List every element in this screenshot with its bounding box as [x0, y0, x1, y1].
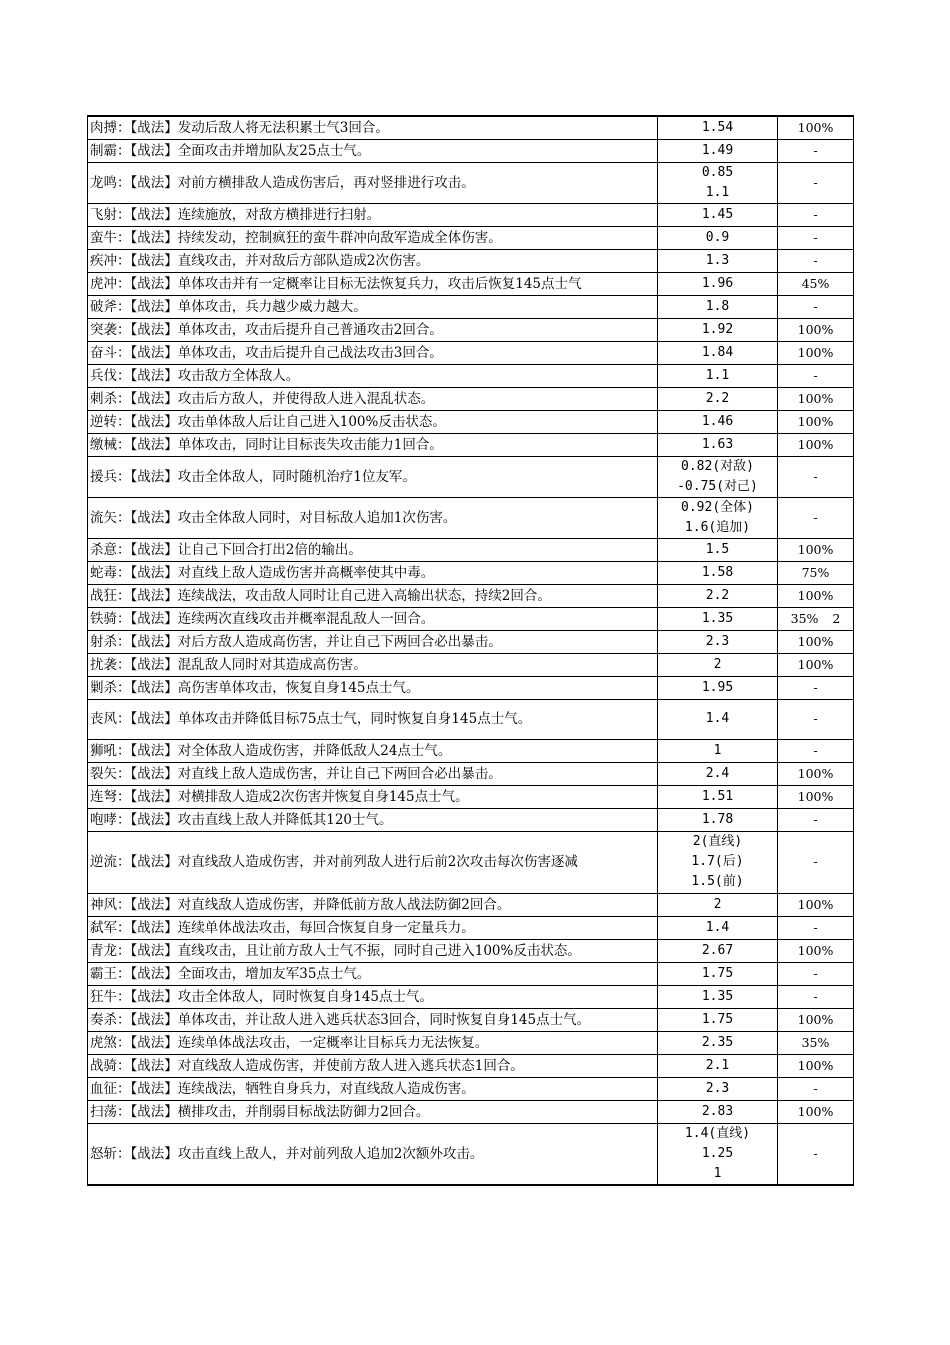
skill-description-cell[interactable]: 连弩：【战法】对横排敌人造成2次伤害并恢复自身145点士气。: [88, 785, 658, 808]
trigger-rate-value: -: [813, 468, 818, 484]
table-row[interactable]: [88, 226, 854, 249]
multiplier-cell[interactable]: [658, 893, 778, 916]
trigger-rate-value: -: [813, 174, 818, 190]
trigger-rate-value: 100%: [797, 896, 834, 912]
trigger-rate-cell[interactable]: [778, 584, 854, 607]
multiplier-value: 1: [713, 742, 722, 758]
trigger-rate-value: -: [813, 298, 818, 314]
trigger-rate-cell[interactable]: [778, 456, 854, 497]
trigger-rate-value: 100%: [797, 942, 834, 958]
table-row[interactable]: [88, 139, 854, 162]
skill-description-cell[interactable]: 扰袭：【战法】混乱敌人同时对其造成高伤害。: [88, 653, 658, 676]
trigger-rate-cell[interactable]: [778, 676, 854, 699]
trigger-rate-value: -: [813, 919, 818, 935]
trigger-rate-value: 35%: [790, 610, 819, 626]
trigger-rate-value: -: [813, 252, 818, 268]
trigger-rate-value: -: [813, 854, 818, 869]
skill-description-cell[interactable]: 神风：【战法】对直线敌人造成伤害，并降低前方敌人战法防御2回合。: [88, 893, 658, 916]
multiplier-cell[interactable]: [658, 139, 778, 162]
trigger-rate-cell[interactable]: [778, 916, 854, 939]
multiplier-value: 1.5: [705, 541, 730, 557]
multiplier-value: 1.96: [701, 275, 734, 291]
trigger-rate-value: 100%: [797, 321, 834, 337]
multiplier-cell[interactable]: [658, 916, 778, 939]
table-row[interactable]: [88, 699, 854, 739]
multiplier-value: 1.92: [701, 321, 734, 337]
skill-description-cell[interactable]: 破斧：【战法】单体攻击，兵力越少威力越大。: [88, 295, 658, 318]
table-row[interactable]: [88, 341, 854, 364]
trigger-rate-cell[interactable]: [778, 387, 854, 410]
trigger-rate-cell[interactable]: [778, 699, 854, 739]
multiplier-value: 1.6(追加): [684, 519, 751, 535]
skill-description-cell[interactable]: 狮吼：【战法】对全体敌人造成伤害，并降低敌人24点士气。: [88, 739, 658, 762]
trigger-rate-cell[interactable]: [778, 295, 854, 318]
multiplier-cell[interactable]: [658, 653, 778, 676]
table-row[interactable]: [88, 584, 854, 607]
skill-description-cell[interactable]: 青龙：【战法】直线攻击，且让前方敌人士气不振，同时自己进入100%反击状态。: [88, 939, 658, 962]
multiplier-cell[interactable]: [658, 433, 778, 456]
trigger-rate-cell[interactable]: [778, 364, 854, 387]
multiplier-cell[interactable]: [658, 762, 778, 785]
trigger-rate-value: 100%: [797, 119, 834, 135]
table-row[interactable]: [88, 1031, 854, 1054]
multiplier-value: 1.5(前): [691, 874, 744, 889]
skill-description-cell[interactable]: 弑军：【战法】连续单体战法攻击，每回合恢复自身一定量兵力。: [88, 916, 658, 939]
multiplier-value: 1.75: [701, 1011, 734, 1027]
multiplier-cell[interactable]: [658, 410, 778, 433]
skill-description-cell[interactable]: 刺杀：【战法】攻击后方敌人，并使得敌人进入混乱状态。: [88, 387, 658, 410]
multiplier-cell[interactable]: [658, 272, 778, 295]
table-row[interactable]: [88, 607, 854, 630]
table-row[interactable]: [88, 916, 854, 939]
trigger-rate-value: -: [813, 742, 818, 758]
trigger-rate-value: -: [813, 811, 818, 827]
trigger-rate-value: 100%: [797, 344, 834, 360]
multiplier-cell[interactable]: [658, 607, 778, 630]
trigger-rate-cell[interactable]: [778, 607, 854, 630]
trigger-rate-value: 75%: [801, 564, 830, 580]
multiplier-cell[interactable]: [658, 1008, 778, 1031]
trigger-rate-value: 100%: [797, 656, 834, 672]
skill-description-cell[interactable]: 缴械：【战法】单体攻击，同时让目标丧失攻击能力1回合。: [88, 433, 658, 456]
multiplier-value: 1.4(直线): [684, 1125, 751, 1141]
multiplier-cell[interactable]: [658, 831, 778, 893]
trigger-rate-value: 45%: [801, 275, 830, 291]
multiplier-cell[interactable]: [658, 249, 778, 272]
table-row[interactable]: [88, 456, 854, 497]
skill-description-cell[interactable]: 逆转：【战法】攻击单体敌人后让自己进入100%反击状态。: [88, 410, 658, 433]
table-row[interactable]: [88, 785, 854, 808]
skill-description-cell[interactable]: 兵伐：【战法】攻击敌方全体敌人。: [88, 364, 658, 387]
trigger-rate-cell[interactable]: [778, 226, 854, 249]
trigger-rate-cell[interactable]: [778, 1100, 854, 1123]
table-row[interactable]: [88, 203, 854, 226]
trigger-rate-cell[interactable]: [778, 808, 854, 831]
table-row[interactable]: [88, 762, 854, 785]
skill-description-cell[interactable]: 飞射：【战法】连续施放，对敌方横排进行扫射。: [88, 203, 658, 226]
skills-table-body: [88, 116, 854, 1185]
table-row[interactable]: [88, 831, 854, 893]
trigger-rate-cell[interactable]: [778, 162, 854, 203]
multiplier-cell[interactable]: [658, 387, 778, 410]
trigger-rate-cell[interactable]: [778, 1031, 854, 1054]
multiplier-cell[interactable]: [658, 497, 778, 538]
trigger-rate-value: 100%: [797, 765, 834, 781]
trigger-rate-value: -: [813, 367, 818, 383]
trigger-rate-cell[interactable]: [778, 985, 854, 1008]
table-row[interactable]: [88, 538, 854, 561]
trigger-rate-cell[interactable]: [778, 341, 854, 364]
multiplier-cell[interactable]: [658, 561, 778, 584]
multiplier-cell[interactable]: [658, 116, 778, 139]
multiplier-cell[interactable]: [658, 341, 778, 364]
skill-description-cell[interactable]: 战狂：【战法】连续战法，攻击敌人同时让自己进入高输出状态，持续2回合。: [88, 584, 658, 607]
table-row[interactable]: [88, 318, 854, 341]
table-row[interactable]: [88, 985, 854, 1008]
trigger-rate-value: 100%: [797, 413, 834, 429]
skill-description-cell[interactable]: 狂牛：【战法】攻击全体敌人，同时恢复自身145点士气。: [88, 985, 658, 1008]
multiplier-cell[interactable]: [658, 318, 778, 341]
skill-description-cell[interactable]: 杀意：【战法】让自己下回合打出2倍的输出。: [88, 538, 658, 561]
trigger-rate-cell[interactable]: [778, 249, 854, 272]
table-row[interactable]: [88, 1054, 854, 1077]
skill-description-cell[interactable]: 龙鸣：【战法】对前方横排敌人造成伤害后，再对竖排进行攻击。: [88, 162, 658, 203]
multiplier-value: 1.35: [701, 988, 734, 1004]
trigger-rate-value: -: [813, 988, 818, 1004]
multiplier-value: 1: [713, 1165, 722, 1181]
multiplier-value: 0.92(全体): [681, 499, 754, 515]
trigger-rate-cell[interactable]: [778, 762, 854, 785]
multiplier-cell[interactable]: [658, 808, 778, 831]
trigger-rate-value: 100%: [797, 390, 834, 406]
trigger-rate-value: 100%: [797, 633, 834, 649]
skill-description-cell[interactable]: 制霸：【战法】全面攻击并增加队友25点士气。: [88, 139, 658, 162]
multiplier-value: 1.25: [701, 1145, 734, 1161]
skill-description-cell[interactable]: 怒斩：【战法】攻击直线上敌人，并对前列敌人追加2次额外攻击。: [88, 1123, 658, 1185]
multiplier-value: 0.82(对敌): [681, 458, 754, 474]
multiplier-value: 1.75: [701, 965, 734, 981]
skills-table: [87, 115, 854, 1186]
skill-description-cell[interactable]: 奏杀：【战法】单体攻击，并让敌人进入逃兵状态3回合，同时恢复自身145点士气。: [88, 1008, 658, 1031]
skill-description-cell[interactable]: 虎冲：【战法】单体攻击并有一定概率让目标无法恢复兵力，攻击后恢复145点士气: [88, 272, 658, 295]
table-row[interactable]: [88, 116, 854, 139]
table-row[interactable]: [88, 1100, 854, 1123]
skill-description-cell[interactable]: 突袭：【战法】单体攻击，攻击后提升自己普通攻击2回合。: [88, 318, 658, 341]
multiplier-value: 2.2: [705, 587, 730, 603]
multiplier-cell[interactable]: [658, 538, 778, 561]
trigger-rate-cell[interactable]: [778, 893, 854, 916]
skill-description-cell[interactable]: 蛇毒：【战法】对直线上敌人造成伤害并高概率使其中毒。: [88, 561, 658, 584]
trigger-rate-cell[interactable]: [778, 939, 854, 962]
table-row[interactable]: [88, 249, 854, 272]
skill-description-cell[interactable]: 肉搏：【战法】发动后敌人将无法积累士气3回合。: [88, 116, 658, 139]
multiplier-value: 1.4: [705, 919, 730, 935]
multiplier-value: 1.63: [701, 436, 734, 452]
multiplier-value: 1.8: [705, 298, 730, 314]
multiplier-value: 1.95: [701, 679, 734, 695]
table-row[interactable]: [88, 1123, 854, 1185]
multiplier-cell[interactable]: [658, 739, 778, 762]
trigger-rate-cell[interactable]: [778, 1123, 854, 1185]
trigger-rate-cell[interactable]: [778, 1054, 854, 1077]
multiplier-value: 1.1: [705, 184, 730, 200]
table-row[interactable]: [88, 364, 854, 387]
trigger-rate-cell[interactable]: [778, 1077, 854, 1100]
trigger-rate-value: 100%: [797, 1057, 834, 1073]
table-row[interactable]: [88, 295, 854, 318]
table-row[interactable]: [88, 893, 854, 916]
trigger-rate-cell[interactable]: [778, 139, 854, 162]
multiplier-value: 2.1: [705, 1057, 730, 1073]
multiplier-value: 2.35: [701, 1034, 734, 1050]
multiplier-cell[interactable]: [658, 630, 778, 653]
multiplier-value: -0.75(对己): [677, 478, 758, 494]
skills-table-sheet: [87, 115, 854, 1186]
table-row[interactable]: [88, 676, 854, 699]
table-row[interactable]: [88, 962, 854, 985]
trigger-rate-extra: 2: [832, 610, 841, 626]
skill-description-cell[interactable]: 霸王：【战法】全面攻击，增加友军35点士气。: [88, 962, 658, 985]
trigger-rate-cell[interactable]: [778, 538, 854, 561]
skill-description-cell[interactable]: 逆流：【战法】对直线敌人造成伤害，并对前列敌人进行后前2次攻击每次伤害逐减: [88, 831, 658, 893]
multiplier-value: 0.9: [705, 229, 730, 245]
multiplier-value: 2: [713, 896, 722, 912]
trigger-rate-value: 100%: [797, 1011, 834, 1027]
trigger-rate-value: 35%: [801, 1034, 830, 1050]
trigger-rate-value: -: [813, 1080, 818, 1096]
trigger-rate-cell[interactable]: [778, 653, 854, 676]
table-row[interactable]: [88, 561, 854, 584]
skill-description-cell[interactable]: 流矢：【战法】攻击全体敌人同时，对目标敌人追加1次伤害。: [88, 497, 658, 538]
multiplier-cell[interactable]: [658, 785, 778, 808]
multiplier-value: 1.3: [705, 252, 730, 268]
multiplier-value: 1.1: [705, 367, 730, 383]
trigger-rate-cell[interactable]: [778, 1008, 854, 1031]
trigger-rate-cell[interactable]: [778, 561, 854, 584]
trigger-rate-cell[interactable]: [778, 272, 854, 295]
multiplier-value: 1.78: [701, 811, 734, 827]
multiplier-value: 0.85: [701, 164, 734, 180]
multiplier-cell[interactable]: [658, 226, 778, 249]
trigger-rate-value: -: [813, 142, 818, 158]
multiplier-value: 2.4: [705, 765, 730, 781]
skill-description-cell[interactable]: 蛮牛：【战法】持续发动，控制疯狂的蛮牛群冲向敌军造成全体伤害。: [88, 226, 658, 249]
multiplier-value: 2: [713, 656, 722, 672]
skill-description-cell[interactable]: 援兵：【战法】攻击全体敌人，同时随机治疗1位友军。: [88, 456, 658, 497]
skill-description-cell[interactable]: 疾冲：【战法】直线攻击，并对敌后方部队造成2次伤害。: [88, 249, 658, 272]
multiplier-value: 1.45: [701, 206, 734, 222]
table-row[interactable]: [88, 939, 854, 962]
multiplier-value: 2(直线): [692, 834, 743, 849]
table-row[interactable]: [88, 433, 854, 456]
trigger-rate-value: -: [813, 1145, 818, 1161]
table-row[interactable]: [88, 808, 854, 831]
multiplier-cell[interactable]: [658, 584, 778, 607]
multiplier-cell[interactable]: [658, 295, 778, 318]
multiplier-value: 1.7(后): [691, 854, 744, 869]
multiplier-cell[interactable]: [658, 203, 778, 226]
multiplier-cell[interactable]: [658, 939, 778, 962]
trigger-rate-value: -: [813, 965, 818, 981]
table-row[interactable]: [88, 272, 854, 295]
multiplier-value: 1.84: [701, 344, 734, 360]
multiplier-value: 1.35: [701, 610, 734, 626]
multiplier-cell[interactable]: [658, 1054, 778, 1077]
multiplier-cell[interactable]: [658, 456, 778, 497]
multiplier-value: 1.54: [701, 119, 734, 135]
trigger-rate-cell[interactable]: [778, 433, 854, 456]
skill-description-cell[interactable]: 丧风：【战法】单体攻击并降低目标75点士气，同时恢复自身145点士气。: [88, 699, 658, 739]
multiplier-cell[interactable]: [658, 1100, 778, 1123]
table-row[interactable]: [88, 1077, 854, 1100]
skill-description-cell[interactable]: 射杀：【战法】对后方敌人造成高伤害，并让自己下两回合必出暴击。: [88, 630, 658, 653]
trigger-rate-cell[interactable]: [778, 116, 854, 139]
multiplier-cell[interactable]: [658, 985, 778, 1008]
multiplier-value: 1.58: [701, 564, 734, 580]
trigger-rate-value: -: [813, 679, 818, 695]
multiplier-cell[interactable]: [658, 1077, 778, 1100]
trigger-rate-value: 100%: [797, 587, 834, 603]
multiplier-cell[interactable]: [658, 676, 778, 699]
trigger-rate-cell[interactable]: [778, 497, 854, 538]
multiplier-value: 1.4: [705, 711, 730, 726]
table-row[interactable]: [88, 653, 854, 676]
skill-description-cell[interactable]: 虎煞：【战法】连续单体战法攻击，一定概率让目标兵力无法恢复。: [88, 1031, 658, 1054]
trigger-rate-value: -: [813, 711, 818, 726]
skill-description-cell[interactable]: 剿杀：【战法】高伤害单体攻击，恢复自身145点士气。: [88, 676, 658, 699]
trigger-rate-cell[interactable]: [778, 739, 854, 762]
multiplier-cell[interactable]: [658, 162, 778, 203]
trigger-rate-cell[interactable]: [778, 831, 854, 893]
skill-description-cell[interactable]: 铁骑：【战法】连续两次直线攻击并概率混乱敌人一回合。: [88, 607, 658, 630]
table-row[interactable]: [88, 1008, 854, 1031]
trigger-rate-value: -: [813, 509, 818, 525]
trigger-rate-value: -: [813, 229, 818, 245]
trigger-rate-value: 100%: [797, 541, 834, 557]
multiplier-value: 2.3: [705, 1080, 730, 1096]
skill-description-cell[interactable]: 裂矢：【战法】对直线上敌人造成伤害，并让自己下两回合必出暴击。: [88, 762, 658, 785]
skill-description-cell[interactable]: 血征：【战法】连续战法，牺牲自身兵力，对直线敌人造成伤害。: [88, 1077, 658, 1100]
skill-description-cell[interactable]: 战骑：【战法】对直线敌人造成伤害，并使前方敌人进入逃兵状态1回合。: [88, 1054, 658, 1077]
table-row[interactable]: [88, 630, 854, 653]
multiplier-cell[interactable]: [658, 699, 778, 739]
trigger-rate-cell[interactable]: [778, 630, 854, 653]
trigger-rate-value: 100%: [797, 436, 834, 452]
trigger-rate-cell[interactable]: [778, 410, 854, 433]
table-row[interactable]: [88, 410, 854, 433]
multiplier-cell[interactable]: [658, 1123, 778, 1185]
multiplier-value: 1.51: [701, 788, 734, 804]
table-row[interactable]: [88, 162, 854, 203]
trigger-rate-value: -: [813, 206, 818, 222]
trigger-rate-cell[interactable]: [778, 962, 854, 985]
multiplier-value: 2.67: [701, 942, 734, 958]
trigger-rate-value: 100%: [797, 788, 834, 804]
table-row[interactable]: [88, 739, 854, 762]
multiplier-value: 2.3: [705, 633, 730, 649]
skill-description-cell[interactable]: 扫荡：【战法】横排攻击，并削弱目标战法防御力2回合。: [88, 1100, 658, 1123]
trigger-rate-cell[interactable]: [778, 785, 854, 808]
skill-description-cell[interactable]: 咆哮：【战法】攻击直线上敌人并降低其120士气。: [88, 808, 658, 831]
trigger-rate-cell[interactable]: [778, 203, 854, 226]
table-row[interactable]: [88, 497, 854, 538]
multiplier-value: 2.83: [701, 1103, 734, 1119]
multiplier-value: 1.46: [701, 413, 734, 429]
trigger-rate-value: 100%: [797, 1103, 834, 1119]
table-row[interactable]: [88, 387, 854, 410]
skill-description-cell[interactable]: 奋斗：【战法】单体攻击，攻击后提升自己战法攻击3回合。: [88, 341, 658, 364]
multiplier-value: 2.2: [705, 390, 730, 406]
multiplier-cell[interactable]: [658, 962, 778, 985]
trigger-rate-cell[interactable]: [778, 318, 854, 341]
multiplier-value: 1.49: [701, 142, 734, 158]
multiplier-cell[interactable]: [658, 1031, 778, 1054]
multiplier-cell[interactable]: [658, 364, 778, 387]
